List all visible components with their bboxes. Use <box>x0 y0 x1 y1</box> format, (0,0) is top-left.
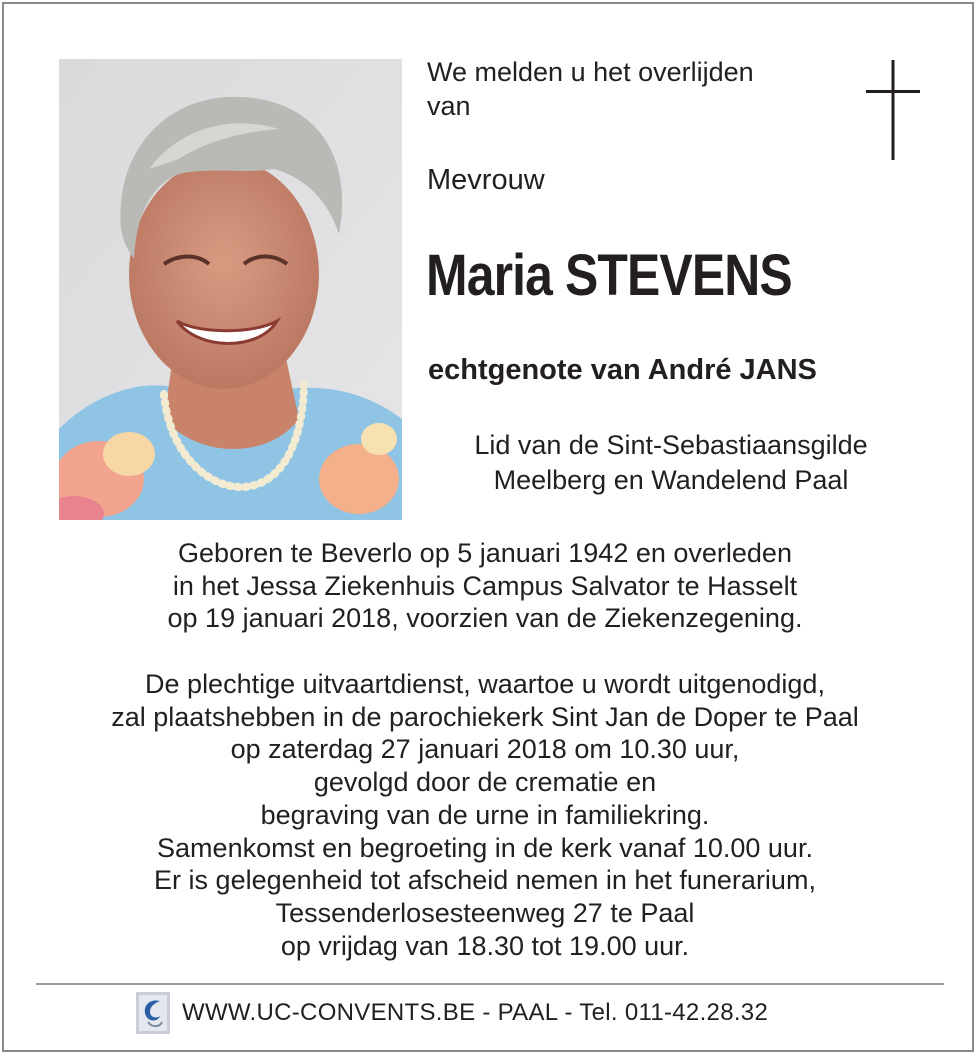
footer <box>136 992 768 1034</box>
membership-line-2: Meelberg en Wandelend Paal <box>493 465 849 495</box>
funeral-home-logo-icon <box>136 992 170 1034</box>
service-line-6: Samenkomst en begroeting in de kerk vanaf 10.00 uur. <box>157 832 813 863</box>
service-line-5: begraving van de urne in familiekring. <box>260 799 710 830</box>
birth-death-details <box>10 537 960 635</box>
funeral-service-details <box>10 668 960 962</box>
service-line-1: De plechtige uitvaartdienst, waartoe u wordt uitgenodigd, <box>145 669 825 699</box>
footer-divider <box>36 983 944 985</box>
birth-line-1: Geboren te Beverlo op 5 januari 1942 en overleden <box>178 538 792 568</box>
honorific: Mevrouw <box>427 164 545 196</box>
service-line-4: gevolgd door de crematie en <box>313 767 657 798</box>
membership-line-1: Lid van de Sint-Sebastiaansgilde <box>474 430 868 460</box>
deceased-name: Maria STEVENS <box>426 243 792 308</box>
intro-line-1: We melden u het overlijden <box>427 57 754 87</box>
portrait-photo <box>59 59 402 520</box>
service-line-9: op vrijdag van 18.30 tot 19.00 uur. <box>280 930 690 961</box>
service-line-8: Tessenderlosesteenweg 27 te Paal <box>275 897 695 928</box>
spouse-line: echtgenote van André JANS <box>428 354 817 386</box>
service-line-3: op zaterdag 27 januari 2018 om 10.30 uur, <box>230 734 740 765</box>
service-line-2: zal plaatshebben in de parochiekerk Sint Jan de Doper te Paal <box>111 701 859 732</box>
birth-line-3: op 19 januari 2018, voorzien van de Ziekenzegening. <box>167 603 803 634</box>
death-announcement-intro <box>427 55 827 123</box>
service-line-7: Er is gelegenheid tot afscheid nemen in het funerarium, <box>154 865 816 896</box>
intro-line-2: van <box>427 91 471 121</box>
membership <box>402 428 940 498</box>
cross-icon <box>862 60 924 160</box>
contact-line: WWW.UC-CONVENTS.BE - PAAL - Tel. 011-42.28.32 <box>182 999 769 1026</box>
birth-line-2: in het Jessa Ziekenhuis Campus Salvator te Hasselt <box>172 570 798 601</box>
